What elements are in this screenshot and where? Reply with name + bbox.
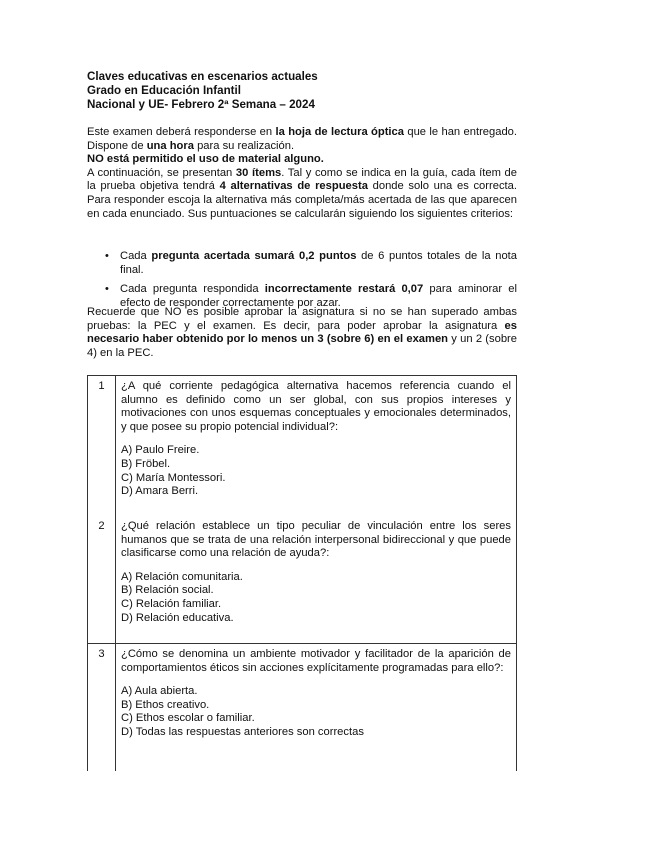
instructions-no-material: NO está permitido el uso de material alguno.: [87, 153, 324, 166]
answer-option: A) Aula abierta.: [121, 685, 198, 698]
instructions-paragraph-3: A continuación, se presentan 30 ítems. Tal y como se indica en la guía, cada ítem de la prueba objetiva tendrá 4 alternativas de respuesta donde solo una es correcta. Para responder escoja la alternativa más completa/más acertada de las que aparecen en cada enunciado. Sus puntuaciones se calcularán siguiendo los siguientes criterios:: [87, 166, 517, 220]
answer-option: A) Relación comunitaria.: [121, 570, 243, 583]
answer-option: A) Paulo Freire.: [121, 444, 200, 457]
answer-option: B) Fröbel.: [121, 457, 171, 470]
question-number: 2: [98, 520, 105, 532]
answer-option: B) Relación social.: [121, 584, 214, 597]
question-row: [88, 516, 516, 644]
course-title: Claves educativas en escenarios actuales: [87, 70, 318, 83]
bullet-icon: •: [105, 250, 109, 262]
bullet-icon: •: [105, 283, 109, 296]
question-row: [88, 644, 516, 771]
passing-note: Recuerde que NO es posible aprobar la asignatura si no se han superado ambas pruebas: la PEC y el examen. Es decir, para poder aprobar la asignatura es necesario haber obtenido por lo menos un 3 (sobre 6) en el examen y un 2 (sobre 4) en la PEC.: [87, 306, 517, 359]
exam-session: Nacional y UE- Febrero 2ª Semana – 2024: [87, 98, 315, 111]
answer-option: D) Amara Berri.: [121, 485, 199, 498]
question-text: ¿A qué corriente pedagógica alternativa hacemos referencia cuando el alumno es definido como un ser global, con sus propios intereses y motivaciones con unos esquemas conceptuales y emocionales determinados, y que posee su propio potencial individual?:: [121, 380, 511, 433]
answer-option: C) Ethos escolar o familiar.: [121, 712, 255, 725]
exam-header: [87, 70, 527, 112]
answer-option: C) María Montessori.: [121, 471, 226, 484]
question-text: ¿Qué relación establece un tipo peculiar de vinculación entre los seres humanos que se trata de una relación interpersonal bidireccional y que puede clasificarse como una relación de ayuda?:: [121, 520, 511, 560]
question-number: 1: [98, 380, 105, 392]
instructions: [87, 126, 517, 221]
question-text: ¿Cómo se denomina un ambiente motivador y facilitador de la aparición de comportamientos éticos sin acciones explícitamente programadas para ello?:: [121, 648, 511, 674]
question-body: [121, 520, 511, 625]
question-body: [121, 648, 511, 740]
criterion-item: • Cada pregunta acertada sumará 0,2 puntos de 6 puntos totales de la nota final.: [105, 250, 518, 276]
instructions-paragraph-1: Este examen deberá responderse en la hoja de lectura óptica que le han entregado. Dispone de una hora para su realización.: [87, 126, 518, 152]
question-row: [88, 376, 516, 516]
criterion-item: • Cada pregunta respondida incorrectamente restará 0,07 para aminorar el efecto de responder correctamente por azar.: [105, 283, 517, 309]
questions-table: [87, 375, 517, 771]
question-number: 3: [98, 648, 105, 660]
degree-title: Grado en Educación Infantil: [87, 84, 241, 97]
answer-option: B) Ethos creativo.: [121, 698, 210, 711]
question-body: [121, 380, 511, 499]
answer-option: C) Relación familiar.: [121, 597, 222, 610]
answer-option: D) Todas las respuestas anteriores son correctas: [121, 725, 364, 738]
answer-option: D) Relación educativa.: [121, 611, 234, 624]
